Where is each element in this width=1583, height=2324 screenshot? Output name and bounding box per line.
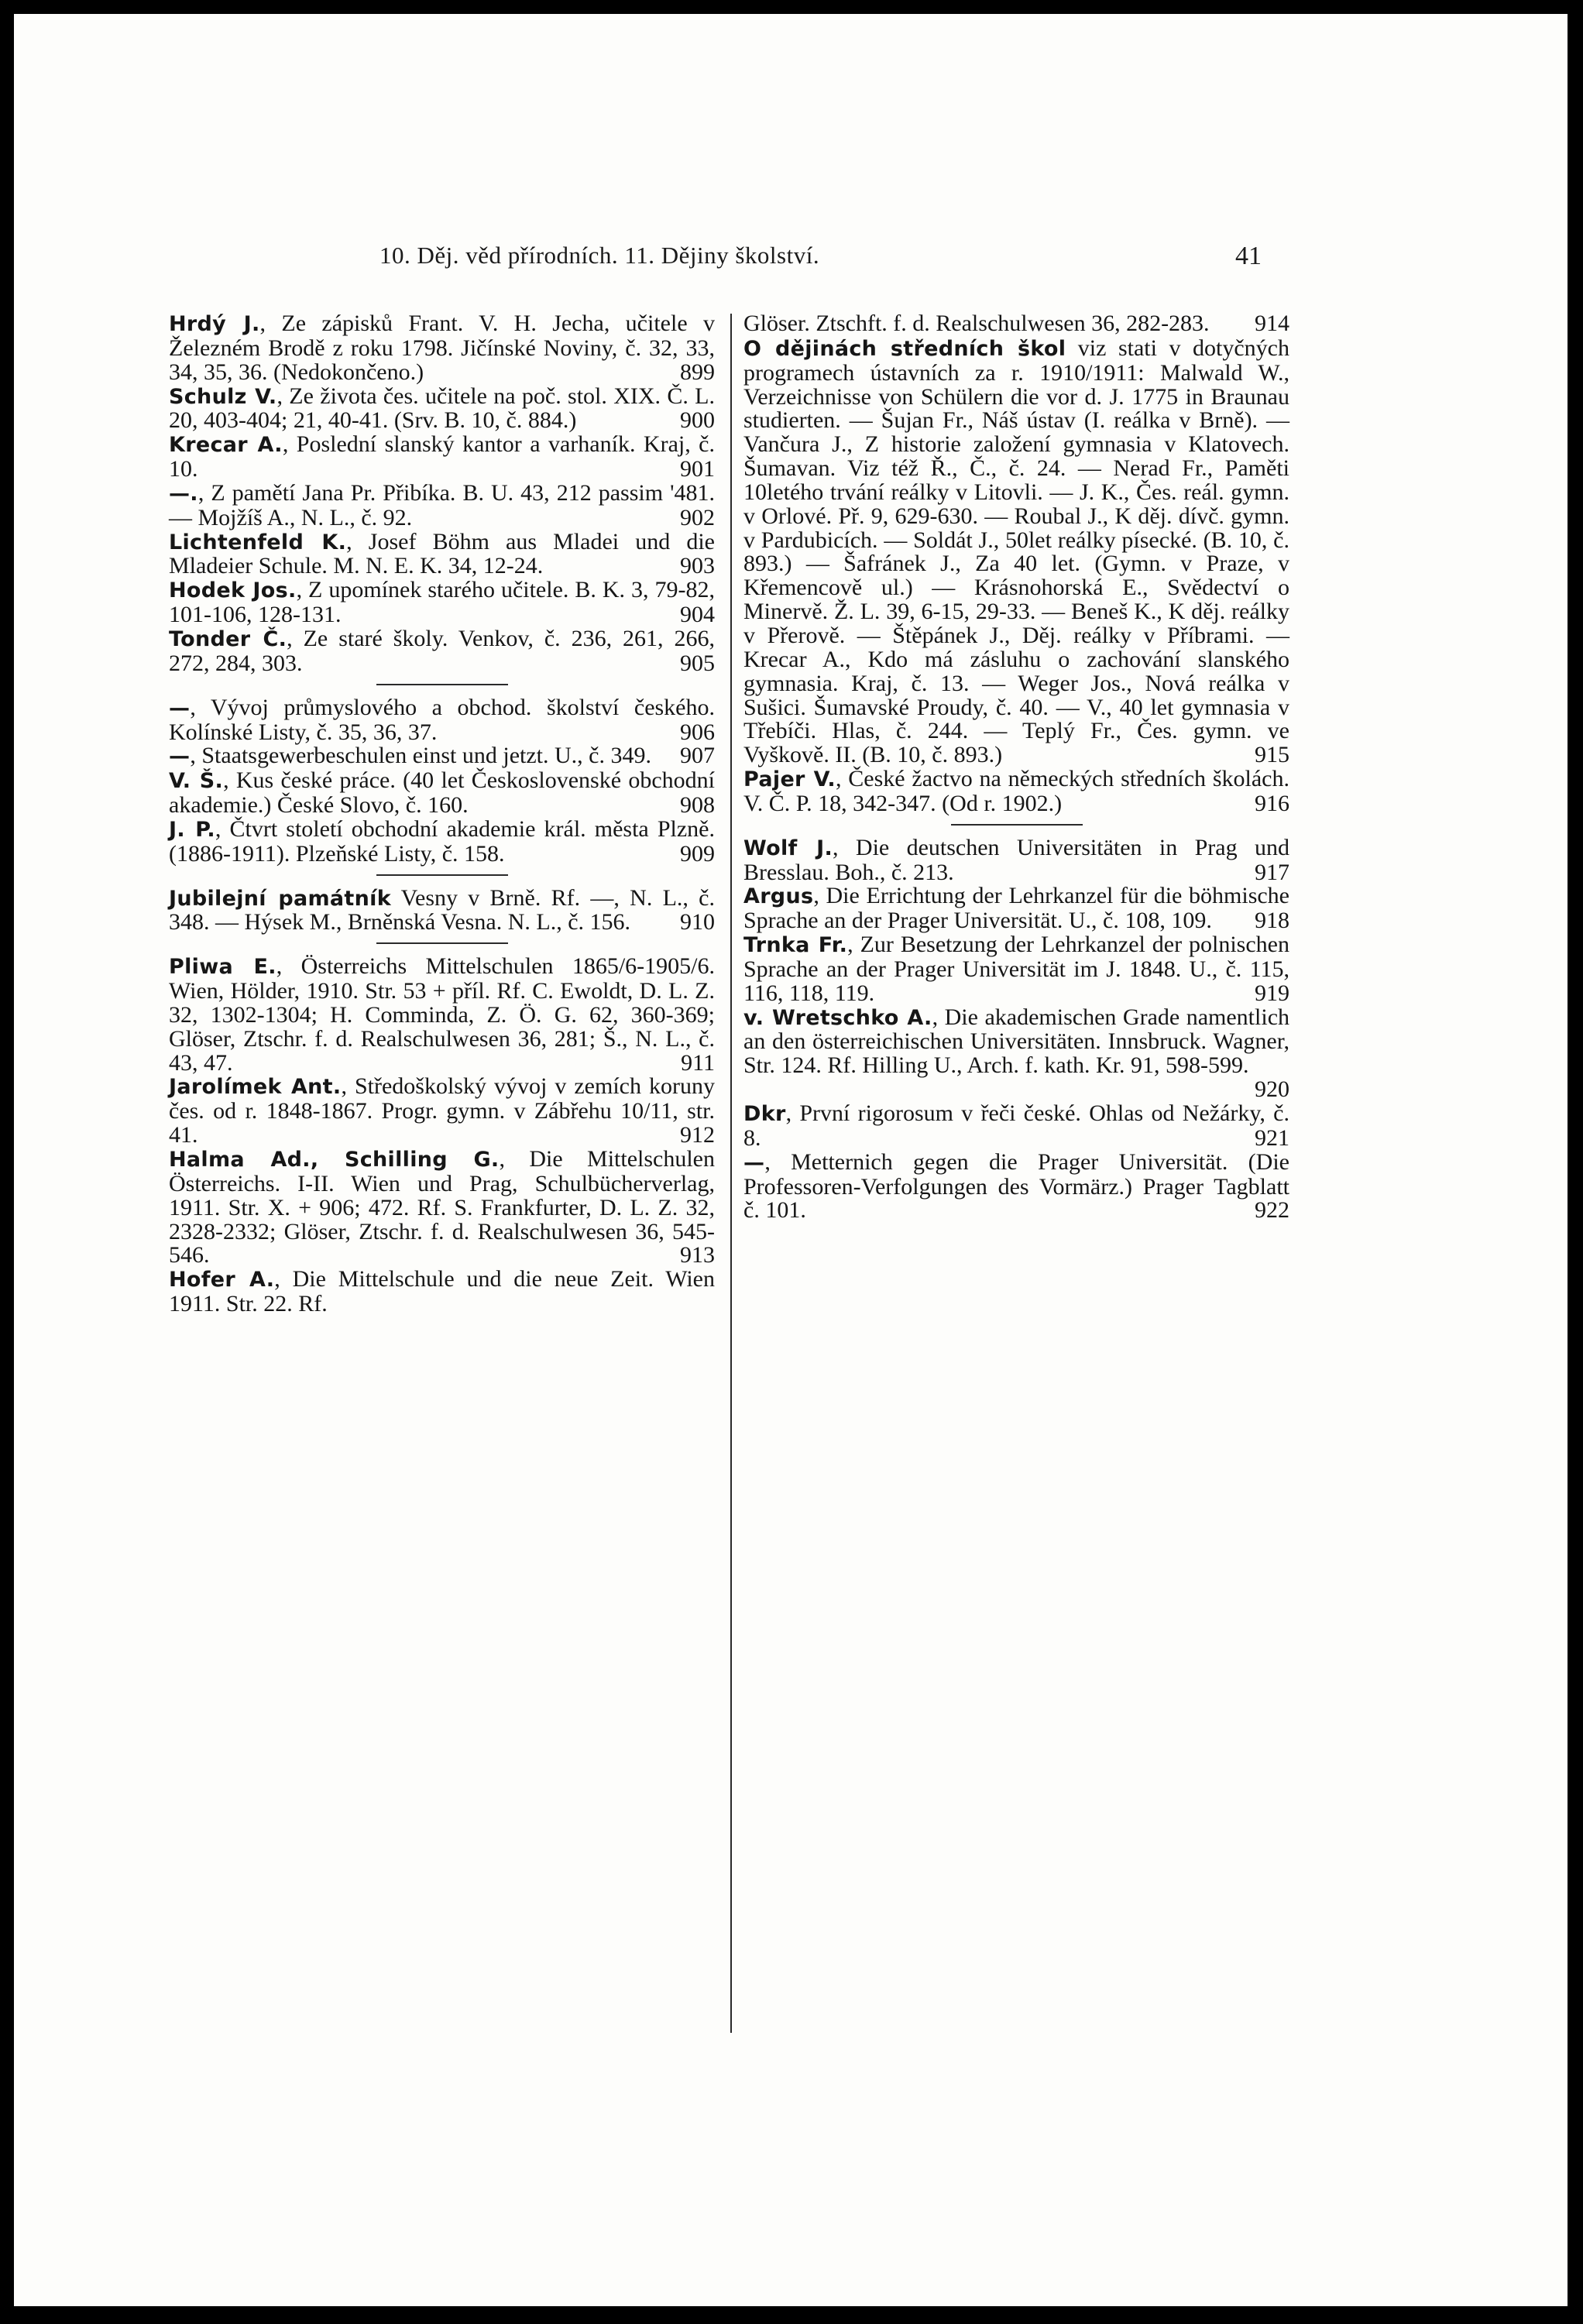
entry-900 — [169, 385, 715, 434]
entry-author: Hodek Jos. — [169, 578, 297, 603]
entry-text: , Čtvrt století obchodní akademie král. města Plzně. (1886-1911). Plzeňské Listy, č. 158. — [169, 815, 715, 867]
page-number: 41 — [1235, 242, 1262, 270]
entry-901 — [169, 433, 715, 482]
entry-text: , Die deutschen Universitäten in Prag und Bresslau. Boh., č. 213. — [743, 834, 1289, 885]
entry-text: , Metternich gegen die Prager Universität. (Die Professoren-Verfolgungen des Vormärz.) Prager Tagblatt č. 101. — [743, 1148, 1289, 1224]
entry-author: v. Wretschko A. — [743, 1005, 932, 1030]
entry-text: , České žactvo na německých středních školách. V. Č. P. 18, 342-347. (Od r. 1902.) — [743, 766, 1289, 816]
right-column — [743, 312, 1289, 1223]
entry-906 — [169, 696, 715, 745]
entry-907 — [169, 744, 715, 769]
entry-919 — [743, 933, 1289, 1006]
entry-number: 902 — [680, 504, 715, 530]
entry-920 — [743, 1006, 1289, 1102]
entry-914-end — [743, 312, 1289, 337]
entry-number: 921 — [1255, 1124, 1289, 1151]
section-rule — [376, 942, 508, 944]
section-rule — [951, 824, 1083, 826]
entry-909 — [169, 815, 715, 867]
entry-915 — [743, 337, 1289, 767]
entry-text: , Die akademischen Grade namentlich an den österreichischen Universitäten. Innsbruck. Wagner, Str. 124. Rf. Hilling U., Arch. f. kath. Kr. 91, 598-599. — [743, 1004, 1290, 1079]
entry-author: — — [169, 744, 191, 769]
entry-number: 915 — [1255, 742, 1289, 768]
entry-913 — [169, 1148, 715, 1268]
entry-number: 919 — [1255, 980, 1289, 1006]
entry-text: , První rigorosum v řeči české. Ohlas od Nežárky, č. 8. — [743, 1100, 1289, 1151]
entry-text: , Die Mittelschulen Österreichs. I-II. Wien und Prag, Schulbücherverlag, 1911. Str. X. + 906; 472. Rf. S. Frankfurter, D. L. Z. 32, 2328-2332; Glöser, Ztschr. f. d. Realschulwesen 36, 545-546. — [169, 1146, 715, 1268]
entry-921 — [743, 1102, 1289, 1151]
entry-904 — [169, 578, 715, 627]
entry-899 — [169, 312, 715, 385]
entry-author: Jubilejní památník — [169, 886, 391, 911]
entry-number: 914 — [1255, 311, 1289, 336]
entry-number: 911 — [681, 1049, 715, 1076]
entry-text: , Kus české práce. (40 let Československé obchodní akademie.) České Slovo, č. 160. — [169, 767, 715, 819]
entry-author: Trnka Fr. — [743, 933, 848, 958]
entry-922 — [743, 1148, 1289, 1224]
entry-918 — [743, 884, 1289, 933]
entry-text: Vesny v Brně. Rf. —, N. L., č. 348. — Hýsek M., Brněnská Vesna. N. L., č. 156. — [169, 884, 715, 935]
entry-902 — [169, 479, 715, 530]
entry-908 — [169, 769, 715, 818]
entry-number: 907 — [680, 743, 715, 769]
entry-number: 910 — [680, 909, 715, 935]
entry-number: 905 — [680, 650, 715, 676]
entry-author: Lichtenfeld K. — [169, 530, 347, 554]
entry-text: , Z upomínek starého učitele. B. K. 3, 79-82, 101-106, 128-131. — [169, 577, 715, 628]
entry-text: , Die Errichtung der Lehrkanzel für die böhmische Sprache an der Prager Universität. U., č. 108, 109. — [743, 883, 1289, 934]
entry-author: O dějinách středních škol — [743, 336, 1066, 361]
entry-916 — [743, 767, 1289, 816]
entry-910 — [169, 884, 715, 935]
entry-author: Argus — [743, 884, 814, 909]
section-rule — [376, 874, 508, 876]
entry-911 — [169, 955, 715, 1075]
entry-number: 917 — [1255, 859, 1289, 885]
entry-text: , Ze staré školy. Venkov, č. 236, 261, 266, 272, 284, 303. — [169, 625, 715, 676]
entry-author: Tonder Č. — [169, 626, 287, 651]
entry-author: Wolf J. — [743, 836, 833, 860]
entry-author: —. — [169, 481, 198, 506]
entry-author: — — [169, 695, 191, 720]
entry-author: Jarolímek Ant. — [169, 1075, 342, 1100]
entry-author: Hofer A. — [169, 1268, 275, 1292]
entry-author: Hrdý J. — [169, 312, 260, 336]
entry-number: 908 — [680, 792, 715, 819]
entry-number: 899 — [680, 359, 715, 385]
entry-number: 906 — [680, 719, 715, 745]
entry-number: 904 — [680, 602, 715, 628]
entry-text: , Josef Böhm aus Mladei und die Mladeier Schule. M. N. E. K. 34, 12-24. — [169, 528, 715, 579]
entry-author: Pajer V. — [743, 767, 836, 792]
entry-number: 918 — [1255, 908, 1289, 934]
entry-number: 916 — [1255, 790, 1289, 816]
entry-author: Krecar A. — [169, 433, 283, 458]
entry-text: , Vývoj průmyslového a obchod. školství českého. Kolínské Listy, č. 35, 36, 37. — [169, 694, 715, 745]
entry-text: , Středoškolský vývoj v zemích koruny čes. od r. 1848-1867. Progr. gymn. v Zábřehu 10/11, str. 41. — [169, 1073, 715, 1148]
section-rule — [376, 684, 508, 685]
entry-author: Schulz V. — [169, 384, 277, 409]
column-divider — [730, 314, 732, 2033]
entry-number: 913 — [680, 1242, 715, 1268]
entry-author: V. Š. — [169, 769, 224, 794]
entry-903 — [169, 530, 715, 579]
entry-text: , Die Mittelschule und die neue Zeit. Wien 1911. Str. 22. Rf. — [169, 1266, 715, 1317]
entry-914-start — [169, 1268, 715, 1316]
entry-number: 920 — [1255, 1076, 1289, 1103]
entry-author: Halma Ad., Schilling G. — [169, 1148, 500, 1172]
entry-text: viz stati v dotyčných programech ústavních za r. 1910/1911: Malwald W., Verzeichnisse von Schülern die vor d. J. 1775 in Braunau studierten. — Šujan Fr., Náš ústav (I. reálka v Brně). — Vančura J., Z historie založení gymnasia v Klatovech. Šumavan. Viz též Ř., Č., č. 24. — Nerad Fr., Paměti 10letého trvání reálky v Litovli. — J. K., Čes. reál. gymn. v Orlové. Př. 9, 629-630. — Roubal J., K děj. dívč. gymn. v Pardubicích. — Soldát J., 50let reálky písecké. (B. 10, č. 893.) — Šafránek J., Za 40 let. (Gymn. v Praze, v Křemencově ul.) — Krásnohorská E., Svědectví o Minervě. Ž. L. 39, 6-15, 29-33. — Beneš K., K děj. reálky v Přerově. — Štěpánek J., Děj. reálky v Příbrami. — Krecar A., Kdo má zásluhu o zachování slanského gymnasia. Kraj, č. 13. — Weger Jos., Nová reálka v Sušici. Šumavské Proudy, č. 40. — V., 40 let gymnasia v Třebíči. Hlas, č. 244. — Teplý Fr., Čes. gymn. ve Vyškově. II. (B. 10, č. 893.) — [743, 335, 1289, 768]
entry-number: 903 — [680, 553, 715, 579]
left-column — [169, 312, 715, 1316]
entry-905 — [169, 627, 715, 676]
entry-text: , Ze života čes. učitele na poč. stol. XIX. Č. L. 20, 403-404; 21, 40-41. (Srv. B. 10, č. 884.) — [169, 383, 715, 434]
entry-number: 922 — [1255, 1197, 1289, 1224]
entry-917 — [743, 836, 1289, 885]
entry-912 — [169, 1075, 715, 1148]
entry-text: , Staatsgewerbeschulen einst und jetzt. U., č. 349. — [190, 743, 651, 769]
entry-author: — — [743, 1150, 765, 1175]
entry-author: Dkr — [743, 1102, 786, 1126]
entry-text: , Zur Besetzung der Lehrkanzel der polnischen Sprache an der Prager Universität im J. 1848. U., č. 115, 116, 118, 119. — [743, 932, 1289, 1006]
running-header: 10. Děj. věd přírodních. 11. Dějiny školství. — [379, 242, 820, 269]
entry-author: J. P. — [169, 817, 215, 842]
entry-text: , Österreichs Mittelschulen 1865/6-1905/6. Wien, Hölder, 1910. Str. 53 + příl. Rf. C. Ewoldt, D. L. Z. 32, 1302-1304; H. Comminda, Z. Ö. G. 62, 360-369; Glöser, Ztschr. f. d. Realschulwesen 36, 281; Š., N. L., č. 43, 47. — [169, 953, 715, 1076]
entry-number: 901 — [680, 456, 715, 482]
entry-author: Pliwa E. — [169, 955, 276, 980]
entry-text: , Poslední slanský kantor a varhaník. Kraj, č. 10. — [169, 431, 716, 482]
entry-text: , Z pamětí Jana Pr. Přibíka. B. U. 43, 212 passim '481. — Mojžíš A., N. L., č. 92. — [169, 479, 715, 530]
entry-text: Glöser. Ztschft. f. d. Realschulwesen 36, 282-283. — [743, 311, 1210, 336]
entry-text: , Ze zápisků Frant. V. H. Jecha, učitele v Železném Brodě z roku 1798. Jičínské Noviny, č. 32, 33, 34, 35, 36. (Nedokončeno.) — [169, 311, 715, 385]
entry-number: 912 — [680, 1122, 715, 1148]
entry-number: 909 — [680, 840, 715, 867]
entry-number: 900 — [680, 407, 715, 434]
